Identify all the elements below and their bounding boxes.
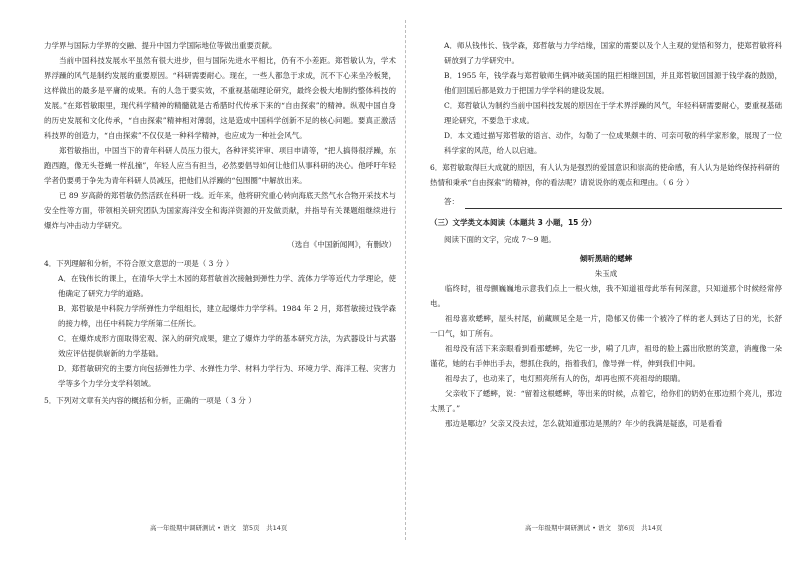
source-note: （选自《中国新闻网》，有删改）	[287, 240, 396, 249]
option-b: B．1955 年，钱学森与郑哲敏师生俩冲破美国的阻拦相继回国，并且郑哲敏回国源于钱学森的鼓励，他们回国后都是致力于把国力学学科的建设发展。	[444, 71, 782, 95]
instruction: 阅读下面的文字，完成 7～9 题。	[444, 235, 556, 244]
question-6: 6．郑哲敏取得巨大成就的原因，有人认为是强烈的爱国意识和崇高的使命感，有人认为是始终保持科研的热情和秉承“自由探索”的精神，你的看法呢？请说说你的观点和理由。（ 6 分 ）	[430, 163, 780, 187]
paragraph: 力学界与国际力学界的交融、提升中国力学国际地位等做出重要贡献。	[44, 41, 277, 50]
story-author: 朱玉成	[594, 269, 618, 278]
right-column	[430, 38, 782, 431]
option-c: C．在爆炸成形方面取得宏观、深入的研究成果，建立了爆炸力学的基本研究方法，为武器设计与武器效应评估提供崭新的力学基础。	[58, 334, 396, 358]
story-paragraph: 祖母去了，也动来了，电灯照亮所有人的伤，却再也照不亮祖母的眼睛。	[445, 374, 685, 383]
option-d: D．郑哲敏研究的主要方向包括弹性力学、水弹性力学、材料力学行为、环境力学、海洋工程、灾害力学等多个力学分支学科领域。	[58, 364, 396, 388]
question-4: 4．下列理解和分析，不符合原文意思的一项是（ 3 分 ）	[44, 259, 234, 268]
story-paragraph: 祖母没有活下来亲眼看到看那蟋蟀，先它一步，嗬了几声，祖母的脸上露出欣慰的笑意，消瘦像一朵谨花，她的右手伸出手去，想抓住我的，指着我们，像导弹一样，伸到我们中间。	[430, 344, 782, 368]
answer-area[interactable]	[430, 194, 782, 209]
option-a: A．在钱伟长的课上，在清华大学土木园的郑哲敏首次接触到弹性力学、流体力学等近代力学理论，使他确定了研究力学的道路。	[58, 274, 396, 298]
option-a: A．师从钱伟长、钱学森，郑哲敏与力学结缘，国家的需要以及个人主观的觉悟和努力，使郑哲敏将科研放到了力学研究中。	[444, 41, 782, 65]
page-footer-right: 高一年级期中调研测试 • 语文 第6页 共14页	[525, 524, 663, 532]
page-footer-left: 高一年级期中调研测试 • 语文 第5页 共14页	[150, 524, 288, 532]
story-paragraph: 父亲收下了蟋蟀，说：“留着这根蟋蟀，等出来的时候，点着它，给你们的奶奶在那边照个亮儿，那边太黑了。”	[430, 389, 782, 413]
paragraph: 当前中国科技发展水平虽然有很大进步，但与国际先进水平相比，仍有不小差距。郑哲敏认为，学术界浮躁的风气是制约发展的重要原因。“科研需要耐心。现在，一些人都急于求成，沉不下心来坐冷板凳，这样做出的最多是平庸的成果。有的人急于要实效，不重视基础理论研究，最终会极大地制约整体科技的发展。”在郑哲敏眼里，现代科学精神的精髓就是古希腊时代传承下来的“自由探索”的精神。纵观中国自身的历史发展和文化传承，“自由探索”精神相对薄弱，这是造成中国科学创新不足的核心问题。要真正激活科技界的创造力，“自由探索”不仅仅是一种科学精神，也应成为一种社会风气。	[44, 56, 396, 140]
answer-line[interactable]	[465, 198, 782, 209]
answer-label: 答：	[444, 197, 459, 206]
story-paragraph: 祖母喜欢蟋蟀，屋头村尾，前藏顾足全是一片，隐郁又仿佛一个被冷了样的老人到达了日的光，长舒一口气，如丁所有。	[430, 314, 782, 338]
option-b: B．郑哲敏是中科院力学所弹性力学组组长，建立起爆炸力学学科。1984 年 2 月，郑哲敏接过钱学森的接力棒，出任中科院力学所第二任所长。	[58, 304, 396, 328]
option-d: D．本文通过描写郑哲敏的语言、动作，勾勒了一位成果颇丰的、可亲可敬的科学家形象，展现了一位科学家的风范，给人以启迪。	[444, 131, 782, 155]
question-5: 5．下列对文章有关内容的概括和分析，正确的一项是（ 3 分 ）	[44, 396, 256, 405]
story-paragraph: 临终时，祖母颤巍巍地示意我们点上一根火烛，我不知道祖母此举有何深意，只知道那个时候经常停电。	[430, 284, 782, 308]
paragraph: 郑哲敏指出，中国当下的青年科研人员压力很大，各种评奖评审、项目申请等，“把人搞得很浮躁，东跑西跑，像无头苍蝇一样乱撞”，年轻人应当有担当，必然要倡导如何让他们从事科研的决心。他呼吁年轻学者仍要勇于争先为青年科研人员减压，把他们从浮躁的“包围圈”中解放出来。	[44, 146, 396, 185]
section-heading: （三）文学类文本阅读（本题共 3 小题，15 分）	[430, 218, 596, 227]
left-column	[44, 38, 396, 408]
column-divider	[405, 20, 406, 540]
story-title: 倾听黑暗的蟋蟀	[579, 254, 633, 263]
story-paragraph: 那边是哪边？父亲又没去过，怎么就知道那边是黑的？年少的我满是疑惑，可是看看	[445, 419, 723, 428]
paragraph: 已 89 岁高龄的郑哲敏仍然活跃在科研一线。近年来，他将研究重心转向海底天然气水合物开采技术与安全性等方面，带领相关研究团队为国家海洋安全和海洋资源的开发做贡献，并指导有关课题组继续进行爆炸与冲击动力学研究。	[44, 191, 396, 230]
option-c: C．郑哲敏认为制约当前中国科技发展的原因在于学术界浮躁的风气，年轻科研需要耐心，要重视基础理论研究，不要急于求成。	[444, 101, 782, 125]
